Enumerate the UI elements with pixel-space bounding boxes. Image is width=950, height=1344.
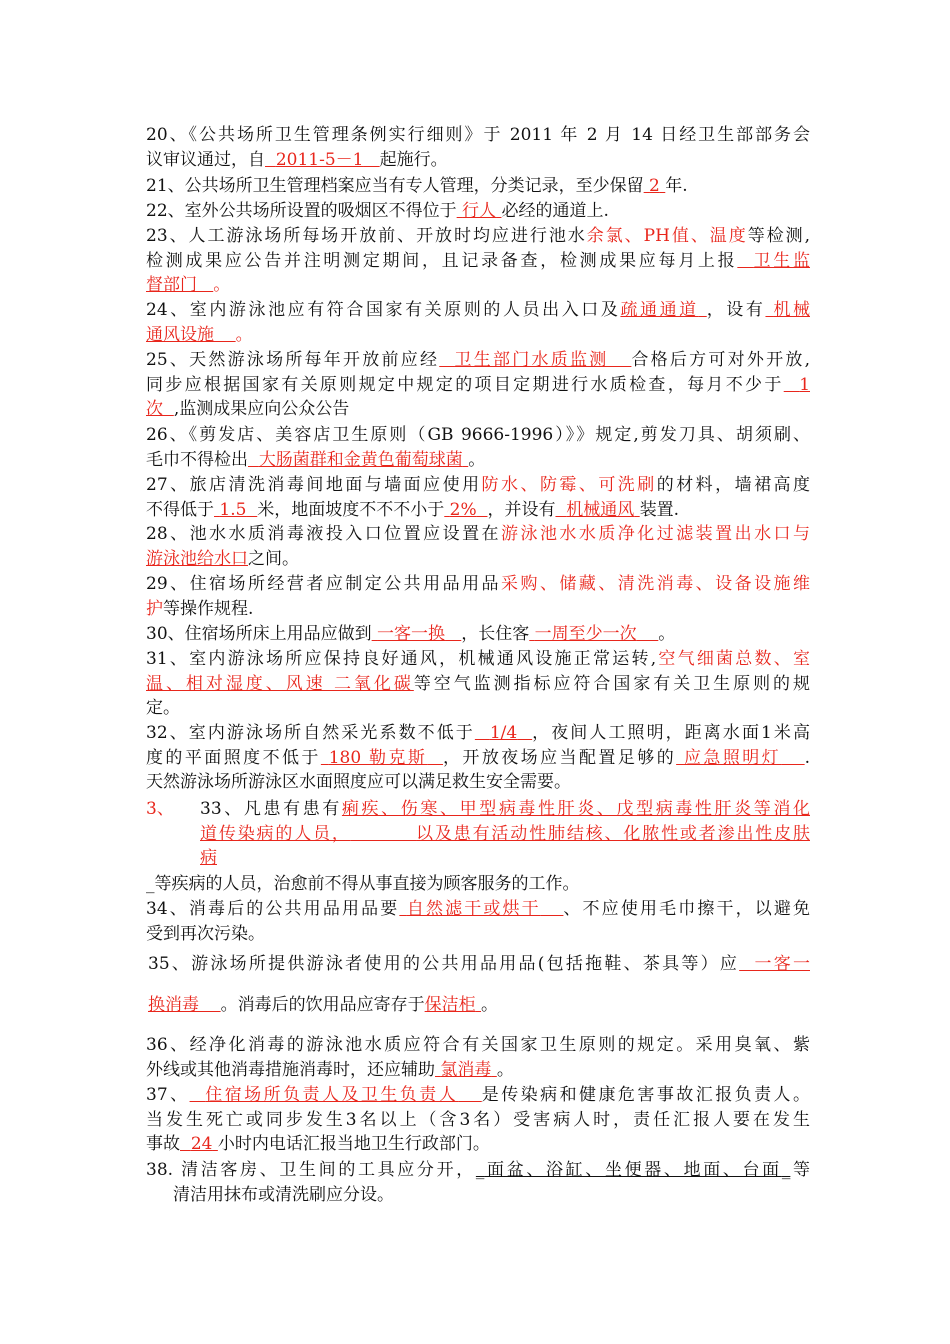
- answer: 住宿场所负责人及卫生负责人: [205, 1085, 459, 1105]
- question-text: 29、住宿场所经营者应制定公共用品用品: [146, 574, 502, 594]
- answer: 防水、防霉、可洗刷: [481, 475, 657, 495]
- answer: 应急照明灯: [683, 747, 782, 768]
- question-text: 等操作规程.: [163, 598, 254, 619]
- question-38: 38. 清洁客房、卫生间的工具应分开，_面盆、浴缸、坐便器、地面、台面_等 清洁用抹布或清洗刷应分设。: [146, 1158, 810, 1207]
- question-text: 天然游泳场所游泳区水面照度应可以满足救生安全需要。: [146, 772, 571, 792]
- question-text: 35、游泳场所提供游泳者使用的公共用品用品(包括拖鞋、茶具等）应: [148, 954, 740, 974]
- question-text: 受到再次污染。: [146, 923, 265, 944]
- answer: 道传染病的人员，: [200, 823, 351, 844]
- question-text: 。: [468, 449, 486, 470]
- answer: 机械: [773, 300, 810, 320]
- question-text: 25、天然游泳场所每年开放前应经: [146, 350, 440, 370]
- question-text: 。消毒后的饮用品应寄存于: [220, 994, 425, 1015]
- question-text: 。: [235, 324, 253, 345]
- question-text: 外线或其他消毒措施消毒时，还应辅助: [146, 1059, 435, 1080]
- question-text: 22、室外公共场所设置的吸烟区不得位于: [146, 201, 457, 221]
- answer: 大肠菌群和金黄色葡萄球菌: [258, 449, 463, 470]
- question-30: [146, 622, 810, 647]
- answer: 空气细菌总数、室: [656, 649, 810, 669]
- question-34: [146, 897, 810, 946]
- question-text: 是传染病和健康危害事故汇报负责人。: [481, 1085, 810, 1105]
- question-text: 。: [496, 1059, 514, 1080]
- question-36: [146, 1033, 810, 1082]
- question-33-end: [146, 872, 810, 897]
- question-text: 21、公共场所卫生管理档案应当有专人管理，分类记录，至少保留: [146, 176, 644, 196]
- question-text: 度的平面照度不低于: [146, 747, 321, 768]
- question-text: 当发生死亡或同步发生3名以上（含3名）受害病人时，责任汇报人要在发生: [146, 1109, 810, 1130]
- question-text: 。: [213, 275, 231, 295]
- question-text: 清洁用抹布或清洗刷应分设。: [173, 1184, 394, 1205]
- answer: 采购、储藏、清洗消毒、设备设施维: [501, 574, 810, 594]
- answer: 180 勒克斯: [328, 747, 428, 768]
- question-text: ，夜间人工照明，距离水面1米高: [532, 723, 810, 743]
- question-text: 。: [481, 994, 499, 1015]
- answer: 1: [799, 374, 810, 395]
- question-text: 20、《公共场所卫生管理条例实行细则》于 2011 年 2 月 14 日经卫生部部务会: [146, 125, 810, 145]
- answer: 氯消毒: [440, 1059, 492, 1080]
- question-22: [146, 199, 810, 224]
- question-text: 检测成果应公告并注明测定期间，且记录备查，检测成果应每月上报: [146, 250, 738, 271]
- answer: 1.5: [219, 499, 247, 520]
- answer: 行人: [462, 201, 497, 221]
- question-21: [146, 174, 810, 199]
- question-text: 28、池水水质消毒液投入口位置应设置在: [146, 524, 502, 544]
- question-24: [146, 298, 810, 347]
- question-text: 小时内电话汇报当地卫生行政部门。: [217, 1134, 490, 1154]
- answer: 面盆、浴缸、坐便器、地面、台面: [484, 1160, 782, 1180]
- question-26: [146, 423, 810, 472]
- question-text: 31、室内游泳场所应保持良好通风，机械通风设施正常运转,: [146, 649, 657, 669]
- question-text: 事故: [146, 1134, 180, 1154]
- question-23: [146, 224, 810, 298]
- question-text: 34、消毒后的公共用品用品要: [146, 899, 400, 919]
- question-text: 定。: [146, 698, 180, 718]
- question-text: ,监测成果应向公众公告: [173, 399, 350, 419]
- question-text: 不得低于: [146, 499, 214, 520]
- list-number: 3、: [146, 799, 174, 819]
- question-text: 、不应使用毛巾擦干，以避免: [563, 899, 810, 919]
- question-text: 必经的通道上.: [501, 201, 609, 221]
- question-37: [146, 1083, 810, 1157]
- question-text: ，并设有: [487, 499, 556, 520]
- question-text: 装置.: [639, 499, 680, 520]
- question-text: 之间。: [248, 548, 299, 569]
- answer: 24: [190, 1134, 213, 1154]
- answer: 温、相对湿度、风速 二氧化碳: [146, 673, 414, 694]
- answer: 通风设施: [146, 324, 214, 345]
- question-28: [146, 522, 810, 571]
- question-text: 年.: [665, 176, 688, 196]
- answer: 1/4: [489, 723, 518, 743]
- question-text: ，开放夜场应当配置足够的: [442, 747, 677, 768]
- question-text: .: [804, 747, 810, 768]
- answer: 次: [146, 399, 163, 419]
- answer: 自然滤干或烘干: [406, 899, 541, 919]
- answer: 护: [146, 598, 163, 619]
- answer: 病: [200, 848, 217, 868]
- answer: 余氯、PH值、温度: [586, 226, 748, 246]
- question-text: 27、旅店清洗消毒间地面与墙面应使用: [146, 475, 482, 495]
- question-text: 的材料，墙裙高度: [656, 475, 810, 495]
- answer: 督部门: [146, 275, 197, 295]
- question-33: [200, 797, 810, 871]
- answer: 一客一: [754, 954, 810, 974]
- question-text: 合格后方可对外开放,: [631, 350, 810, 370]
- question-text: 37、: [146, 1085, 190, 1105]
- question-text: 33、凡患有患有: [200, 799, 342, 819]
- answer: 痢疾、伤寒、甲型病毒性肝炎、戊型病毒性肝炎等消化: [341, 799, 810, 819]
- question-text: ，设有: [706, 300, 766, 320]
- question-text: 38. 清洁客房、卫生间的工具应分开，: [146, 1160, 476, 1180]
- answer: 卫生监: [753, 250, 810, 271]
- answer: 游泳池给水口: [146, 548, 248, 569]
- question-text: 同步应根据国家有关原则规定中规定的项目定期进行水质检查，每月不少于: [146, 374, 784, 395]
- answer: 一周至少一次: [534, 624, 637, 644]
- answer: 2%: [449, 499, 477, 520]
- question-35: [148, 952, 810, 1017]
- question-20: [146, 123, 810, 172]
- answer: 2: [649, 176, 660, 196]
- question-text: 。: [658, 624, 676, 644]
- question-text: 30、住宿场所床上用品应做到: [146, 624, 372, 644]
- question-text: 等: [790, 1160, 810, 1180]
- question-text: 等检测,: [747, 226, 810, 246]
- answer: 游泳池水水质净化过滤装置出水口与: [501, 524, 810, 544]
- answer: 以及患有活动性肺结核、化脓性或者渗出性皮肤: [416, 823, 810, 844]
- answer: 机械通风: [566, 499, 635, 520]
- question-32: [146, 721, 810, 795]
- answer: 换消毒: [148, 994, 199, 1015]
- answer: 保洁柜: [424, 994, 476, 1015]
- question-text: 23、人工游泳场所每场开放前、开放时均应进行池水: [146, 226, 587, 246]
- question-text: _等疾病的人员，治愈前不得从事直接为顾客服务的工作。: [146, 874, 580, 894]
- question-text: 24、室内游泳池应有符合国家有关原则的人员出入口及: [146, 300, 621, 320]
- question-text: 32、室内游泳场所自然采光系数不低于: [146, 723, 475, 743]
- answer: 一客一换: [377, 624, 446, 644]
- question-text: 米，地面坡度不不不小于: [257, 499, 445, 520]
- answer: 疏通通道: [620, 300, 699, 320]
- question-text: 毛巾不得检出: [146, 449, 248, 470]
- question-27: [146, 473, 810, 522]
- answer: 卫生部门水质监测: [454, 350, 609, 370]
- question-25: [146, 348, 810, 422]
- question-31: [146, 647, 810, 721]
- answer: 2011-5－1: [275, 149, 364, 170]
- question-text: ，长住客: [461, 624, 530, 644]
- question-text: 36、经净化消毒的游泳池水质应符合有关国家卫生原则的规定。采用臭氧、紫: [146, 1035, 810, 1055]
- question-text: 起施行。: [379, 149, 448, 170]
- question-text: 等空气监测指标应符合国家有关卫生原则的规: [413, 673, 810, 694]
- question-text: 26、《剪发店、美容店卫生原则（GB 9666-1996）》》规定,剪发刀具、胡须刷、: [146, 425, 810, 445]
- question-29: [146, 572, 810, 621]
- question-text: 议审议通过，自: [146, 149, 265, 170]
